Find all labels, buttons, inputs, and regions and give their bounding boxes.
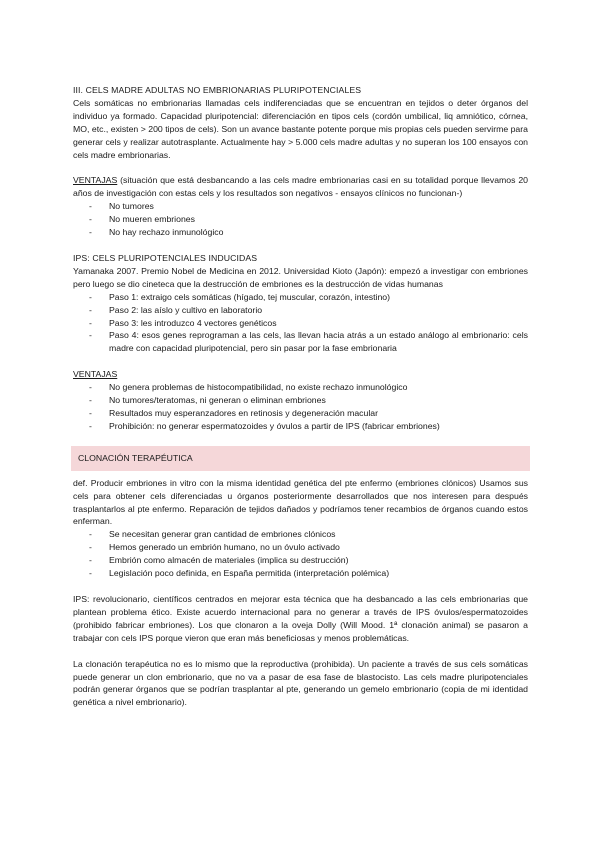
list-item: - Paso 3: les introduzco 4 vectores genéticos (73, 317, 528, 330)
list-item: - Paso 2: las aíslo y cultivo en laboratorio (73, 304, 528, 317)
ventajas-label: VENTAJAS (73, 175, 118, 186)
list-item: - Legislación poco definida, en España permitida (interpretación polémica) (73, 567, 528, 580)
section-heading-clonacion: CLONACIÓN TERAPÉUTICA (78, 452, 193, 463)
document-page (73, 84, 528, 709)
ventajas-adult-list (73, 200, 528, 239)
list-item: - No tumores (73, 200, 528, 213)
list-item: - No tumores/teratomas, ni generan o eliminan embriones (73, 394, 528, 407)
ips-revolucionario-paragraph: IPS: revolucionario, científicos centrados en mejorar esta técnica que ha desbancado a las cels embrionarias que plantean problema ético. Existe acuerdo internacional para no generar a través de IPS óvulos/espermatozoides (prohibido fabricar embriones). Los que clonaron a la oveja Dolly (Will Mood. 1ª clonación animal) se pasaron a trabajar con cels IPS porque vieron que eran más beneficiosas y menos problemáticas. (73, 594, 528, 643)
clonacion-list (73, 528, 528, 580)
ventajas-ips-label: VENTAJAS (73, 369, 118, 380)
clonacion-heading-box (71, 446, 530, 471)
ventajas-adult-text: (situación que está desbancando a las cels madre embrionarias casi en su totalidad porque llevamos 20 años de investigación con estas cels y los resultados son negativos - ensayos clínicos no funcionan-) (73, 175, 528, 199)
ips-steps-list (73, 291, 528, 356)
ips-intro-paragraph: Yamanaka 2007. Premio Nobel de Medicina en 2012. Universidad Kioto (Japón): empezó a investigar con embriones pero luego se dio cineteca que la destrucción de embriones es la destrucción de vidas humanas (73, 265, 528, 289)
list-item: - Paso 4: esos genes reprograman a las cels, las llevan hacia atrás a un estado análogo al embrionario: cels madre con capacidad pluripotencial, pero sin pasar por la fase embrionaria (73, 329, 528, 355)
section-heading-adult-stem-cells: III. CELS MADRE ADULTAS NO EMBRIONARIAS PLURIPOTENCIALES (73, 85, 362, 95)
list-item: - Hemos generado un embrión humano, no un óvulo activado (73, 541, 528, 554)
list-item: - Se necesitan generar gran cantidad de embriones clónicos (73, 528, 528, 541)
list-item: - No mueren embriones (73, 213, 528, 226)
clonacion-definition-paragraph: def. Producir embriones in vitro con la misma identidad genética del pte enfermo (embriones clónicos) Usamos sus cels para obtener cels diferenciadas u órganos posteriormente desarrollados que nos interesen para después trasplantarlos al pte enfermo. Reparación de tejidos dañados y podríamos tener recambios de órganos cuando estos enferman. (73, 477, 528, 527)
list-item: - No hay rechazo inmunológico (73, 226, 528, 239)
list-item: - Prohibición: no generar espermatozoides y óvulos a partir de IPS (fabricar embriones) (73, 420, 528, 433)
list-item: - Resultados muy esperanzadores en retinosis y degeneración macular (73, 407, 528, 420)
list-item: - No genera problemas de histocompatibilidad, no existe rechazo inmunológico (73, 381, 528, 394)
ventajas-adult-paragraph (73, 174, 528, 200)
section-heading-ips: IPS: CELS PLURIPOTENCIALES INDUCIDAS (73, 252, 258, 263)
list-item: - Paso 1: extraigo cels somáticas (hígado, tej muscular, corazón, intestino) (73, 291, 528, 304)
adult-stem-cells-paragraph: Cels somáticas no embrionarias llamadas cels indiferenciadas que se encuentran en tejidos o deter órganos del individuo ya formado. Capacidad pluripotencial: diferenciación en tipos cels (cordón umbilical, liq amniótico, córnea, MO, etc., existen > 200 tipos de cels). Son un avance bastante potente porque mis propias cels pueden servirme para generar cels y realizar autotrasplante. Actualmente hay > 5.000 cels madre adultas y no superan los 100 ensayos con cels madre embrionarias. (73, 97, 528, 160)
list-item: - Embrión como almacén de materiales (implica su destrucción) (73, 554, 528, 567)
ventajas-ips-list (73, 381, 528, 433)
clonacion-final-paragraph: La clonación terapéutica no es lo mismo que la reproductiva (prohibida). Un paciente a través de sus cels somáticas puede generar un clon embrionario, que no va a pasar de esa fase de blastocisto. Las cels madre pluripotenciales podrán generar órganos que se podrían trasplantar al pte, generando un gemelo embrionario (copia de mi identidad genética a nivel embrionario). (73, 658, 528, 708)
